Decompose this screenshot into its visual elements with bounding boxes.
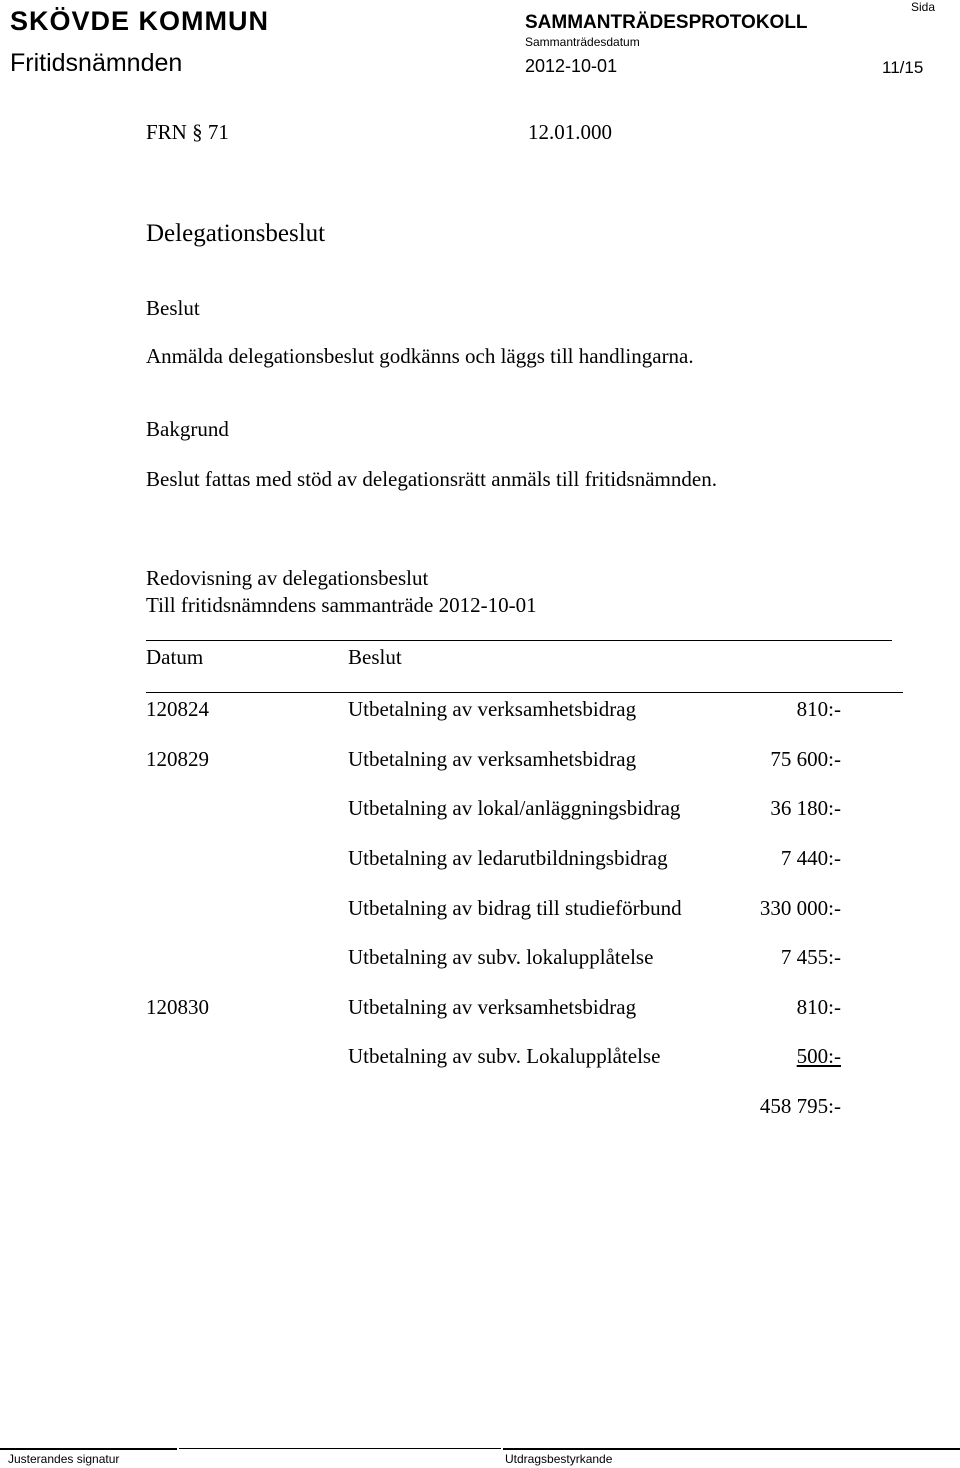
table-row [0, 796, 960, 822]
redovisning-subtitle: Till fritidsnämndens sammanträde 2012-10-01 [146, 593, 537, 617]
row-amount: 36 180:- [770, 796, 841, 820]
table-row [0, 747, 960, 773]
row-description: Utbetalning av ledarutbildningsbidrag [348, 846, 668, 870]
document-title: Delegationsbeslut [146, 220, 326, 247]
row-description: Utbetalning av subv. Lokalupplåtelse [348, 1044, 661, 1068]
protocol-title: SAMMANTRÄDESPROTOKOLL [525, 12, 808, 33]
meeting-date: 2012-10-01 [525, 56, 618, 76]
municipality-logo: SKÖVDE KOMMUN [10, 6, 270, 36]
table-row [0, 697, 960, 723]
meeting-date-label: Sammanträdesdatum [525, 35, 640, 49]
page-number: 11/15 [882, 58, 924, 77]
column-header-date: Datum [146, 645, 204, 669]
row-date: 120830 [146, 995, 209, 1019]
table-row [0, 896, 960, 922]
footer-rule-left [0, 1448, 177, 1450]
footer-rule-mid [179, 1448, 501, 1449]
row-date: 120824 [146, 697, 209, 721]
bakgrund-heading: Bakgrund [146, 417, 229, 441]
row-amount: 7 455:- [780, 945, 841, 969]
row-description: Utbetalning av bidrag till studieförbund [348, 896, 682, 920]
signature-label: Justerandes signatur [8, 1452, 120, 1466]
row-amount: 810:- [796, 995, 841, 1019]
page-label: Sida [911, 0, 936, 14]
board-name: Fritidsnämnden [10, 49, 183, 77]
row-amount: 75 600:- [770, 747, 841, 771]
footer-rule-right [503, 1448, 960, 1450]
row-description: Utbetalning av lokal/anläggningsbidrag [348, 796, 681, 820]
row-description: Utbetalning av verksamhetsbidrag [348, 697, 637, 721]
column-header-decision: Beslut [348, 645, 402, 669]
table-row [0, 945, 960, 971]
table-row [0, 1044, 960, 1070]
certification-label: Utdragsbestyrkande [505, 1452, 613, 1466]
row-description: Utbetalning av verksamhetsbidrag [348, 995, 637, 1019]
row-amount: 7 440:- [780, 846, 841, 870]
table-header-rule [146, 692, 903, 693]
bakgrund-text: Beslut fattas med stöd av delegationsrätt anmäls till fritidsnämnden. [146, 467, 717, 491]
paragraph-reference: FRN § 71 [146, 120, 229, 144]
beslut-heading: Beslut [146, 296, 200, 320]
beslut-text: Anmälda delegationsbeslut godkänns och läggs till handlingarna. [146, 344, 694, 368]
row-amount: 500:- [796, 1044, 841, 1068]
table-total: 458 795:- [759, 1094, 841, 1118]
row-amount: 810:- [796, 697, 841, 721]
row-amount: 330 000:- [759, 896, 841, 920]
row-description: Utbetalning av verksamhetsbidrag [348, 747, 637, 771]
table-row [0, 846, 960, 872]
table-row [0, 995, 960, 1021]
row-date: 120829 [146, 747, 209, 771]
redovisning-heading: Redovisning av delegationsbeslut [146, 566, 429, 590]
case-number: 12.01.000 [528, 120, 612, 144]
row-description: Utbetalning av subv. lokalupplåtelse [348, 945, 654, 969]
table-top-rule [146, 640, 892, 641]
